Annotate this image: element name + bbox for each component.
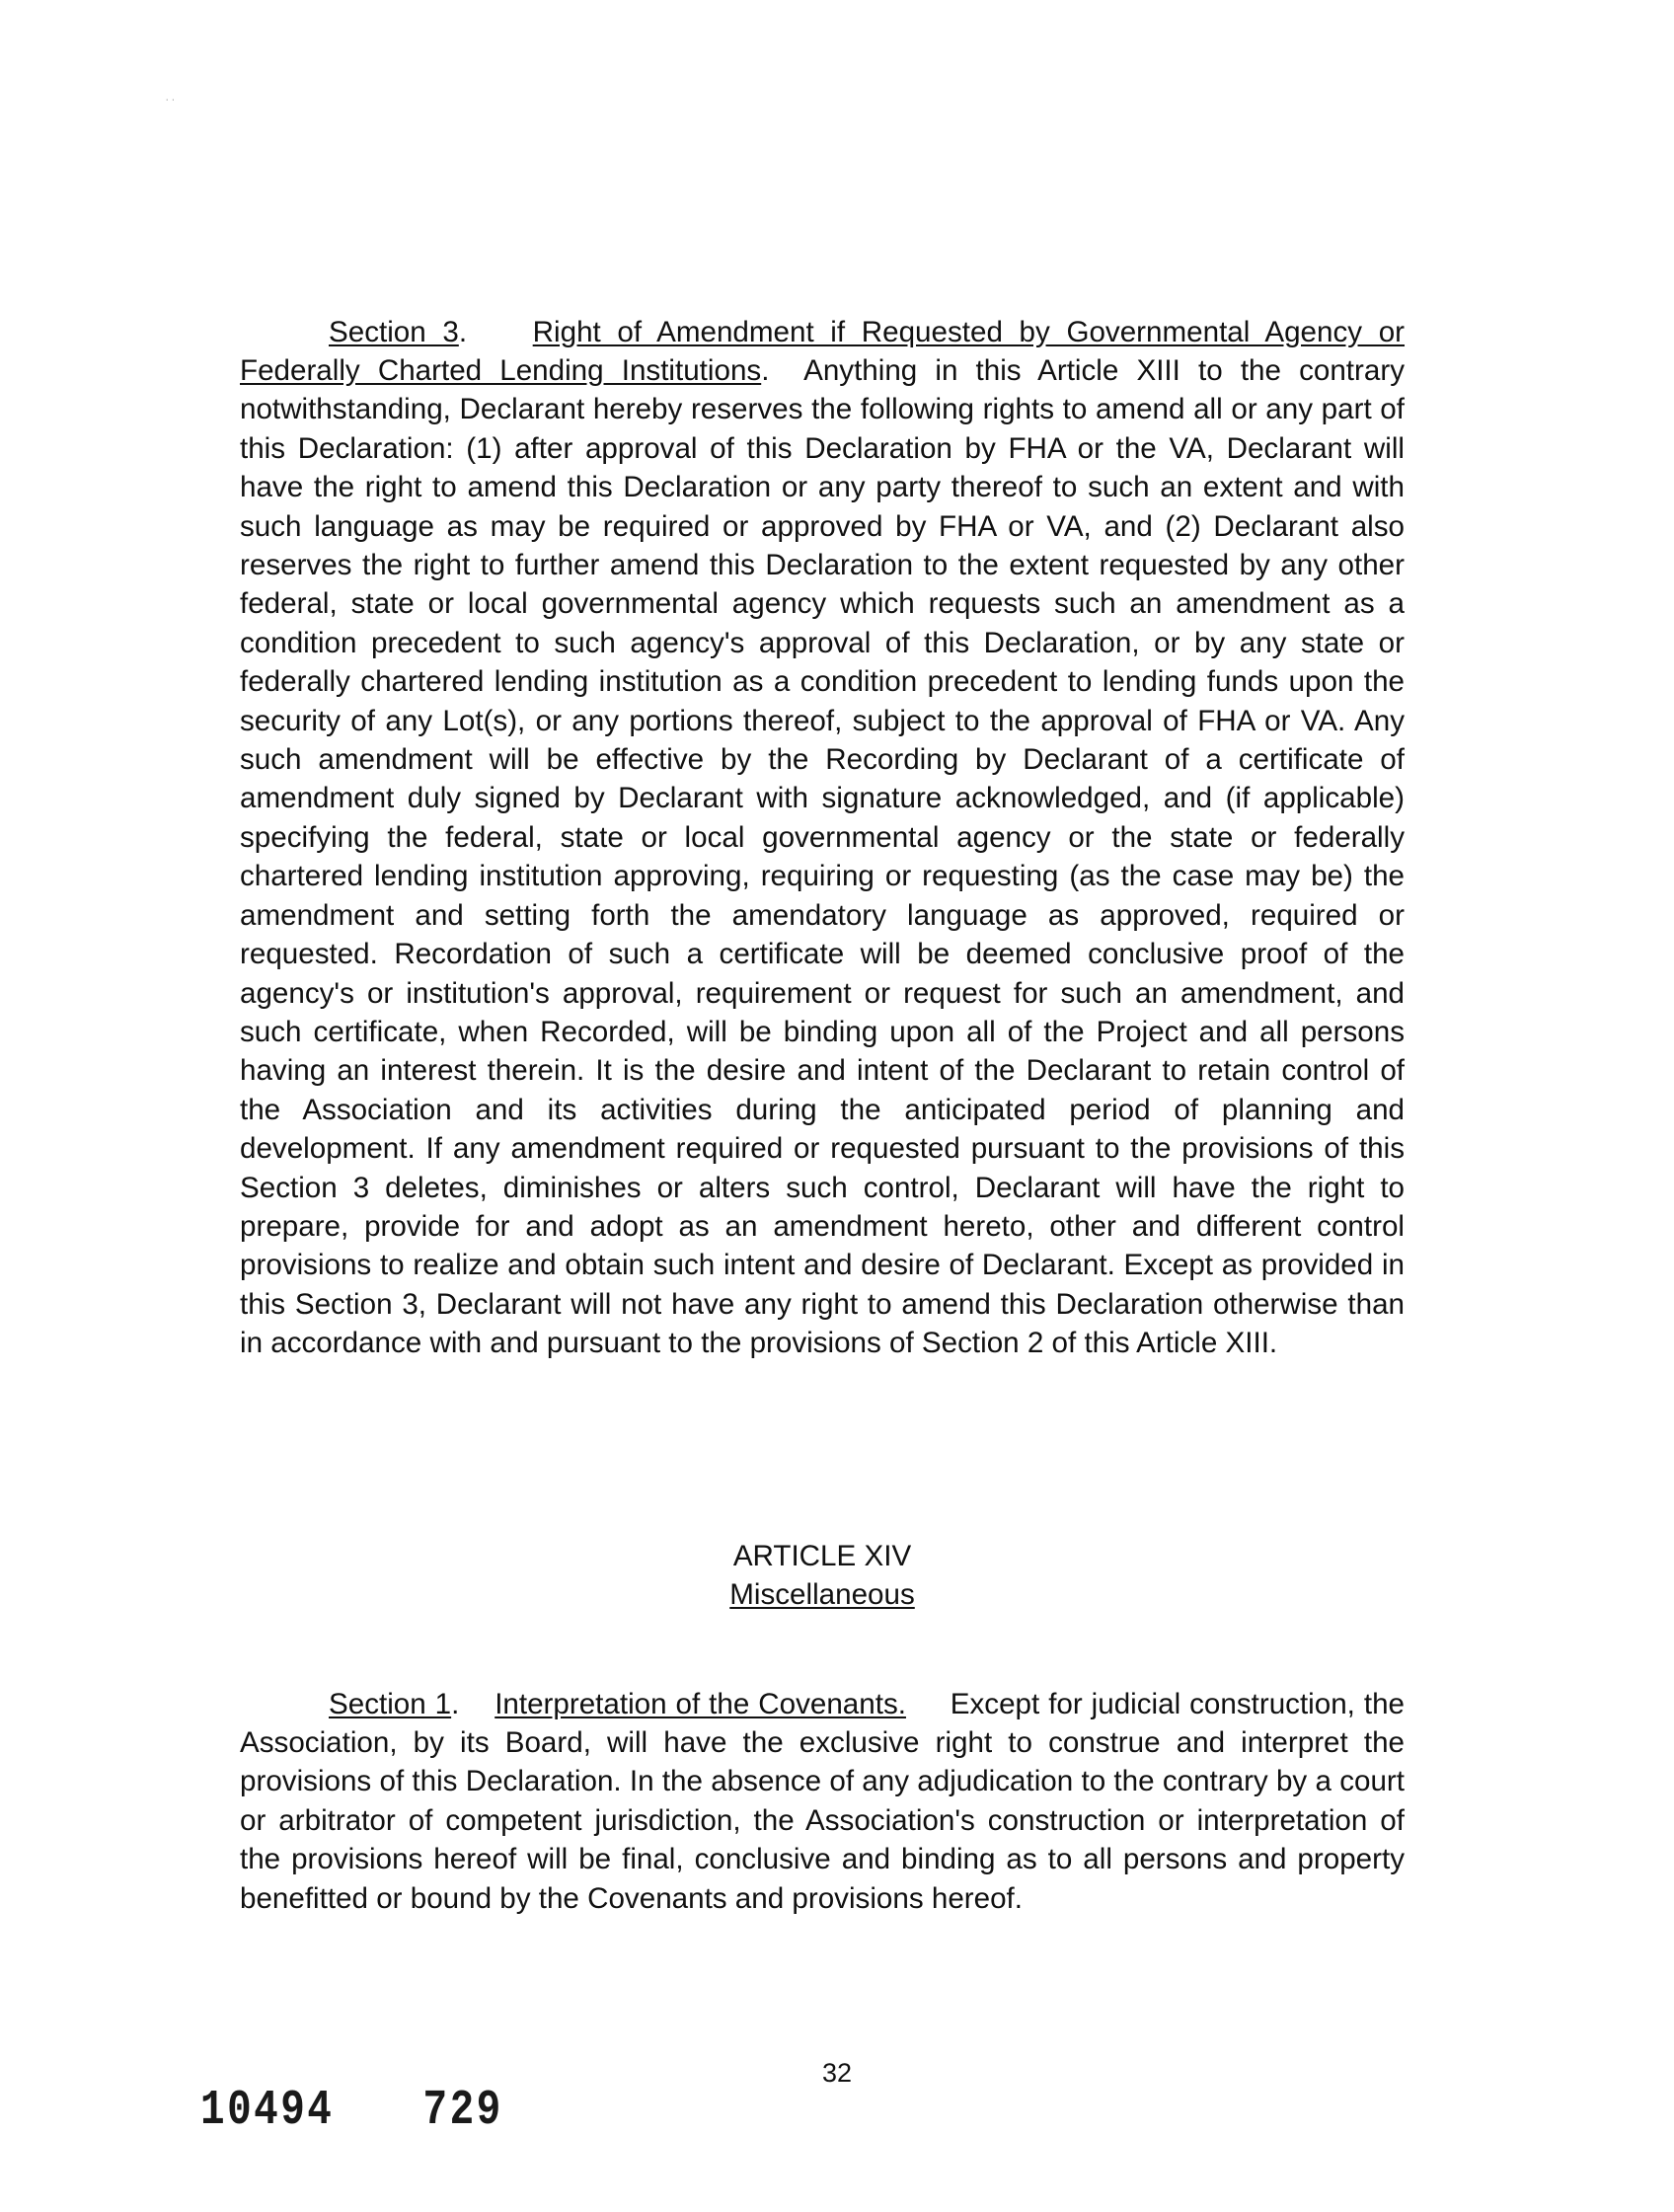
section-1-body: Except for judicial construction, the Association, by its Board, will have the exclusive right to construe and interpret the provisions of this Declaration. In the absence of any adjudication to the contrary by a court or arbitrator of competent jurisdiction, the Association's construction or interpretation of the provisions hereof will be final, conclusive and binding as to all persons and property benefitted or bound by the Covenants and provisions hereof. xyxy=(240,1687,1405,1915)
section-3-body: Anything in this Article XIII to the contrary notwithstanding, Declarant hereby reserves the following rights to amend all or any part of this Declaration: (1) after approval of this Declaration by FHA or the VA, Declarant will have the right to amend this Declaration or any party thereof to such an extent and with such language as may be required or approved by FHA or VA, and (2) Declarant also reserves the right to further amend this Declaration to the extent requested by any other federal, state or local governmental agency which requests such an amendment as a condition precedent to such agency's approval of this Declaration, or by any state or federally chartered lending institution as a condition precedent to lending funds upon the security of any Lot(s), or any portions thereof, subject to the approval of FHA or VA. Any such amendment will be effective by the Recording by Declarant of a certificate of amendment duly signed by Declarant with signature acknowledged, and (if applicable) specifying the federal, state or local governmental agency or the state or federally chartered lending institution approving, requiring or requesting (as the case may be) the amendment and setting forth the amendatory language as approved, required or requested. Recordation of such a certificate will be deemed conclusive proof of the agency's or institution's approval, requirement or request for such an amendment, and such certificate, when Recorded, will be binding upon all of the Project and all persons having an interest therein. It is the desire and intent of the Declarant to retain control of the Association and its activities during the anticipated period of planning and development. If any amendment required or requested pursuant to the provisions of this Section 3 deletes, diminishes or alters such control, Declarant will have the right to prepare, provide for and adopt as an amendment hereto, other and different control provisions to realize and obtain such intent and desire of Declarant. Except as provided in this Section 3, Declarant will not have any right to amend this Declaration otherwise than in accordance with and pursuant to the provisions of Section 2 of this Article XIII. xyxy=(240,354,1405,1360)
book-page-number: 729 xyxy=(422,2083,503,2139)
section-3-title: Right of Amendment if Requested by Governmental Agency or Federally Charted Lending Institutions xyxy=(240,315,1406,387)
article-number: ARTICLE XIV xyxy=(732,1540,912,1572)
section-3-label-punct: . xyxy=(458,315,468,348)
scan-specks: ˙ ˙ xyxy=(166,99,176,110)
section-3-paragraph xyxy=(240,313,1405,1363)
section-1-title: Interpretation of the Covenants. xyxy=(495,1687,906,1720)
article-title: Miscellaneous xyxy=(729,1578,915,1611)
book-number: 10494 xyxy=(200,2083,335,2139)
section-1-paragraph xyxy=(240,1685,1405,1918)
page-number: 32 xyxy=(821,2058,853,2088)
article-title-wrap xyxy=(240,1575,1405,1614)
section-3-title-punct: . xyxy=(761,354,770,387)
section-1-label: Section 1 xyxy=(329,1687,452,1720)
section-3-label: Section 3 xyxy=(329,315,459,348)
section-1-label-punct: . xyxy=(451,1687,460,1720)
recording-book-page-stamp xyxy=(200,2083,503,2139)
